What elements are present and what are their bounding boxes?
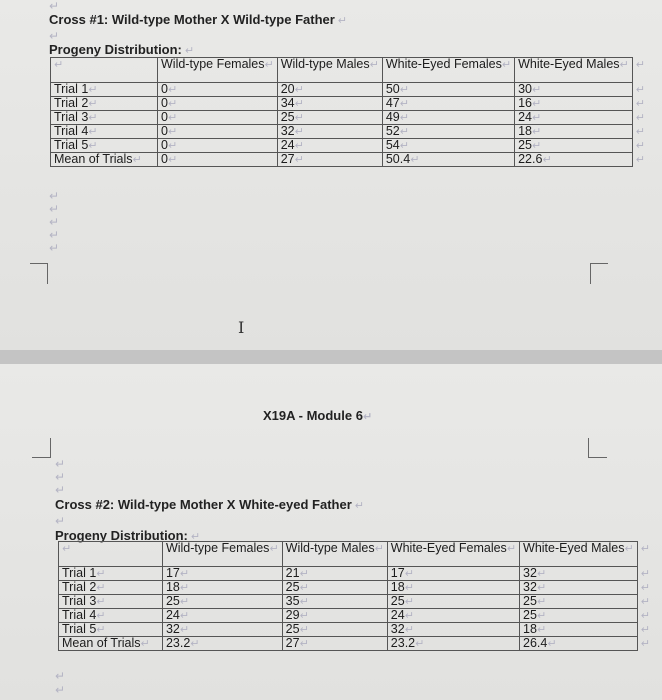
header-cell[interactable] bbox=[282, 542, 387, 567]
paragraph-mark: ↵ bbox=[49, 215, 60, 229]
table-corner-cell[interactable] bbox=[51, 58, 158, 83]
cell-mark: ↵ bbox=[179, 582, 190, 594]
cell-mark: ↵ bbox=[294, 98, 304, 110]
row-end-mark: ↵ bbox=[635, 125, 645, 138]
row-end-mark: ↵ bbox=[635, 153, 645, 166]
paragraph-mark: ↵ bbox=[49, 202, 60, 216]
row-end-mark: ↵ bbox=[640, 542, 650, 555]
cell-mark: ↵ bbox=[96, 596, 106, 608]
value-cell[interactable]: 17↵ bbox=[162, 567, 282, 581]
cell-mark: ↵ bbox=[404, 610, 414, 622]
value-cell[interactable]: 23.2↵ bbox=[162, 637, 282, 651]
table-row bbox=[51, 97, 660, 111]
table-row bbox=[59, 637, 662, 651]
header-cell[interactable] bbox=[520, 542, 638, 567]
cell-mark: ↵ bbox=[369, 59, 379, 71]
cross1-progeny-label[interactable] bbox=[49, 42, 194, 57]
cell-mark: ↵ bbox=[532, 98, 542, 110]
value-cell[interactable]: 27↵ bbox=[277, 153, 382, 167]
cell-mark: ↵ bbox=[501, 59, 512, 71]
value-cell[interactable]: 24↵ bbox=[515, 111, 633, 125]
cell-mark: ↵ bbox=[88, 126, 98, 138]
value-cell[interactable]: 25↵ bbox=[282, 623, 387, 637]
cell-mark: ↵ bbox=[179, 610, 190, 622]
paragraph-mark: ↵ bbox=[55, 683, 66, 697]
value-cell[interactable]: 27↵ bbox=[282, 637, 387, 651]
cell-mark: ↵ bbox=[167, 154, 178, 166]
value-cell[interactable]: 26.4↵ bbox=[520, 637, 638, 651]
cell-mark: ↵ bbox=[294, 84, 304, 96]
crop-mark bbox=[588, 438, 607, 458]
value-cell[interactable]: 0↵ bbox=[158, 125, 278, 139]
cell-mark: ↵ bbox=[404, 624, 414, 636]
cell-mark: ↵ bbox=[96, 610, 106, 622]
paragraph-mark: ↵ bbox=[362, 411, 373, 423]
header-text: Wild-type Females bbox=[165, 541, 270, 555]
value-cell[interactable]: 16↵ bbox=[515, 97, 633, 111]
value-cell[interactable]: 25↵ bbox=[282, 581, 387, 595]
cell-mark: ↵ bbox=[294, 154, 304, 166]
table-row bbox=[59, 581, 662, 595]
table-row bbox=[51, 125, 660, 139]
page-gap bbox=[0, 350, 662, 364]
cell-mark: ↵ bbox=[399, 112, 409, 124]
crop-mark bbox=[590, 263, 608, 284]
value-cell[interactable]: 18↵ bbox=[387, 581, 519, 595]
cell-mark: ↵ bbox=[404, 582, 414, 594]
value-cell[interactable]: 24↵ bbox=[387, 609, 519, 623]
value-cell[interactable]: 24↵ bbox=[277, 139, 382, 153]
header-text: Wild-type Males bbox=[285, 541, 375, 555]
cell-mark: ↵ bbox=[506, 543, 517, 555]
paragraph-mark: ↵ bbox=[49, 189, 60, 203]
paragraph-mark: ↵ bbox=[55, 483, 66, 497]
cross1-table[interactable] bbox=[50, 57, 660, 167]
value-cell[interactable]: 35↵ bbox=[282, 595, 387, 609]
cell-mark: ↵ bbox=[532, 126, 542, 138]
value-cell[interactable]: 18↵ bbox=[520, 623, 638, 637]
row-end-mark: ↵ bbox=[640, 609, 650, 622]
row-label-cell[interactable]: Trial 3↵ bbox=[51, 111, 158, 125]
cell-mark: ↵ bbox=[88, 112, 98, 124]
row-end-mark: ↵ bbox=[640, 623, 650, 636]
paragraph-mark: ↵ bbox=[49, 0, 60, 13]
paragraph-mark: ↵ bbox=[55, 470, 66, 484]
cell-mark: ↵ bbox=[167, 126, 178, 138]
cell-mark: ↵ bbox=[96, 624, 106, 636]
cell-mark: ↵ bbox=[96, 568, 106, 580]
cell-mark: ↵ bbox=[299, 624, 309, 636]
cross2-progeny-label-text: Progeny Distribution: bbox=[55, 528, 188, 543]
document-page-2 bbox=[0, 364, 662, 700]
cell-mark: ↵ bbox=[374, 543, 384, 555]
cell-mark: ↵ bbox=[132, 154, 142, 166]
table-corner-cell[interactable] bbox=[59, 542, 163, 567]
value-cell[interactable]: 25↵ bbox=[520, 609, 638, 623]
cell-mark: ↵ bbox=[542, 154, 552, 166]
value-cell[interactable]: 20↵ bbox=[277, 83, 382, 97]
table-row bbox=[59, 609, 662, 623]
paragraph-mark: ↵ bbox=[354, 500, 364, 512]
cell-mark: ↵ bbox=[536, 610, 547, 622]
cell-mark: ↵ bbox=[299, 638, 309, 650]
cell-mark: ↵ bbox=[179, 568, 190, 580]
cross2-title-text: Cross #2: Wild-type Mother X White-eyed Father bbox=[55, 497, 352, 512]
cell-mark: ↵ bbox=[62, 543, 72, 555]
value-cell[interactable]: 25↵ bbox=[387, 595, 519, 609]
value-cell[interactable]: 34↵ bbox=[277, 97, 382, 111]
header-text: Wild-type Females bbox=[161, 57, 265, 71]
cell-mark: ↵ bbox=[399, 98, 409, 110]
cell-mark: ↵ bbox=[88, 84, 98, 96]
row-label-cell[interactable]: Trial 4↵ bbox=[51, 125, 158, 139]
cell-mark: ↵ bbox=[179, 624, 190, 636]
paragraph-mark: ↵ bbox=[190, 531, 201, 543]
cell-mark: ↵ bbox=[96, 582, 106, 594]
value-cell[interactable]: 32↵ bbox=[277, 125, 382, 139]
cell-mark: ↵ bbox=[399, 84, 409, 96]
cell-mark: ↵ bbox=[140, 638, 150, 650]
table-row bbox=[59, 567, 662, 581]
cross2-table[interactable] bbox=[58, 541, 662, 651]
value-cell[interactable]: 22.6↵ bbox=[515, 153, 633, 167]
value-cell[interactable]: 25↵ bbox=[515, 139, 633, 153]
value-cell[interactable]: 52↵ bbox=[382, 125, 514, 139]
cross1-progeny-label-text: Progeny Distribution: bbox=[49, 42, 182, 57]
value-cell[interactable]: 32↵ bbox=[520, 567, 638, 581]
cross1-title[interactable] bbox=[49, 12, 347, 27]
table-header-row bbox=[59, 542, 662, 567]
value-cell[interactable]: 32↵ bbox=[387, 623, 519, 637]
row-label-cell[interactable]: Trial 2↵ bbox=[59, 581, 163, 595]
crop-mark bbox=[32, 438, 51, 458]
paragraph-mark: ↵ bbox=[55, 514, 66, 528]
cell-mark: ↵ bbox=[299, 568, 309, 580]
header-text: White-Eyed Females bbox=[390, 541, 507, 555]
header-cell[interactable] bbox=[158, 58, 278, 83]
cell-mark: ↵ bbox=[536, 624, 547, 636]
row-label-cell[interactable]: Trial 5↵ bbox=[51, 139, 158, 153]
value-cell[interactable]: 23.2↵ bbox=[387, 637, 519, 651]
value-cell[interactable]: 18↵ bbox=[515, 125, 633, 139]
value-cell[interactable]: 49↵ bbox=[382, 111, 514, 125]
row-label-cell[interactable]: Trial 1↵ bbox=[59, 567, 163, 581]
paragraph-mark: ↵ bbox=[184, 45, 195, 57]
cell-mark: ↵ bbox=[54, 59, 64, 71]
value-cell[interactable]: 0↵ bbox=[158, 83, 278, 97]
value-cell[interactable]: 50↵ bbox=[382, 83, 514, 97]
row-end-mark: ↵ bbox=[635, 97, 645, 110]
value-cell[interactable]: 0↵ bbox=[158, 139, 278, 153]
table-row bbox=[51, 111, 660, 125]
row-label-cell[interactable]: Trial 1↵ bbox=[51, 83, 158, 97]
cell-mark: ↵ bbox=[404, 596, 414, 608]
value-cell[interactable]: 30↵ bbox=[515, 83, 633, 97]
cell-mark: ↵ bbox=[269, 543, 279, 555]
cell-mark: ↵ bbox=[167, 98, 178, 110]
row-end-mark: ↵ bbox=[640, 637, 650, 650]
paragraph-mark: ↵ bbox=[337, 15, 348, 27]
cell-mark: ↵ bbox=[299, 610, 309, 622]
value-cell[interactable]: 24↵ bbox=[162, 609, 282, 623]
crop-mark bbox=[30, 263, 48, 284]
cell-mark: ↵ bbox=[532, 112, 542, 124]
paragraph-mark: ↵ bbox=[49, 29, 60, 43]
value-cell[interactable]: 18↵ bbox=[162, 581, 282, 595]
value-cell[interactable]: 47↵ bbox=[382, 97, 514, 111]
cell-mark: ↵ bbox=[299, 582, 309, 594]
paragraph-mark: ↵ bbox=[49, 228, 60, 242]
header-cell[interactable] bbox=[277, 58, 382, 83]
cell-mark: ↵ bbox=[404, 568, 414, 580]
value-cell[interactable]: 25↵ bbox=[162, 595, 282, 609]
cell-mark: ↵ bbox=[547, 638, 557, 650]
cell-mark: ↵ bbox=[532, 140, 542, 152]
cell-mark: ↵ bbox=[532, 84, 542, 96]
header-text: White-Eyed Females bbox=[385, 57, 502, 71]
value-cell[interactable]: 32↵ bbox=[520, 581, 638, 595]
header-text: White-Eyed Males bbox=[523, 541, 625, 555]
cell-mark: ↵ bbox=[536, 568, 547, 580]
cell-mark: ↵ bbox=[415, 638, 425, 650]
page-header[interactable] bbox=[263, 408, 372, 423]
cell-mark: ↵ bbox=[536, 596, 547, 608]
row-label-cell[interactable]: Trial 3↵ bbox=[59, 595, 163, 609]
row-label-cell[interactable]: Mean of Trials↵ bbox=[59, 637, 163, 651]
text-cursor-icon: Ι bbox=[238, 318, 245, 337]
cell-mark: ↵ bbox=[536, 582, 547, 594]
row-end-mark: ↵ bbox=[640, 581, 650, 594]
cell-mark: ↵ bbox=[167, 84, 178, 96]
header-cell[interactable] bbox=[162, 542, 282, 567]
cell-mark: ↵ bbox=[190, 638, 200, 650]
cell-mark: ↵ bbox=[179, 596, 190, 608]
header-cell[interactable] bbox=[387, 542, 519, 567]
page-header-text: X19A - Module 6 bbox=[263, 408, 363, 423]
row-end-mark: ↵ bbox=[635, 83, 645, 96]
cell-mark: ↵ bbox=[88, 140, 98, 152]
cell-mark: ↵ bbox=[294, 140, 304, 152]
cell-mark: ↵ bbox=[619, 59, 629, 71]
table-row bbox=[59, 595, 662, 609]
table-row bbox=[51, 139, 660, 153]
value-cell[interactable]: 25↵ bbox=[520, 595, 638, 609]
paragraph-mark: ↵ bbox=[55, 457, 66, 471]
cell-mark: ↵ bbox=[167, 112, 178, 124]
cell-mark: ↵ bbox=[624, 543, 634, 555]
value-cell[interactable]: 54↵ bbox=[382, 139, 514, 153]
cell-mark: ↵ bbox=[299, 596, 309, 608]
paragraph-mark: ↵ bbox=[55, 669, 66, 683]
cell-mark: ↵ bbox=[88, 98, 98, 110]
row-end-mark: ↵ bbox=[635, 139, 645, 152]
value-cell[interactable]: 0↵ bbox=[158, 97, 278, 111]
cross1-title-text: Cross #1: Wild-type Mother X Wild-type Father bbox=[49, 12, 335, 27]
row-end-mark: ↵ bbox=[635, 58, 645, 71]
value-cell[interactable]: 17↵ bbox=[387, 567, 519, 581]
header-text: Wild-type Males bbox=[280, 57, 370, 71]
cell-mark: ↵ bbox=[167, 140, 178, 152]
value-cell[interactable]: 32↵ bbox=[162, 623, 282, 637]
row-label-cell[interactable]: Trial 2↵ bbox=[51, 97, 158, 111]
value-cell[interactable]: 29↵ bbox=[282, 609, 387, 623]
cell-mark: ↵ bbox=[410, 154, 420, 166]
row-label-cell[interactable]: Mean of Trials↵ bbox=[51, 153, 158, 167]
value-cell[interactable]: 0↵ bbox=[158, 111, 278, 125]
cell-mark: ↵ bbox=[294, 112, 304, 124]
table-row bbox=[51, 153, 660, 167]
header-text: White-Eyed Males bbox=[518, 57, 620, 71]
value-cell[interactable]: 21↵ bbox=[282, 567, 387, 581]
cross2-title[interactable] bbox=[55, 497, 364, 512]
row-end-mark: ↵ bbox=[640, 595, 650, 608]
table-row bbox=[59, 623, 662, 637]
header-cell[interactable] bbox=[515, 58, 633, 83]
cell-mark: ↵ bbox=[294, 126, 304, 138]
row-label-cell[interactable]: Trial 4↵ bbox=[59, 609, 163, 623]
cell-mark: ↵ bbox=[264, 59, 274, 71]
table-row bbox=[51, 83, 660, 97]
value-cell[interactable]: 25↵ bbox=[277, 111, 382, 125]
value-cell[interactable]: 0↵ bbox=[158, 153, 278, 167]
header-cell[interactable] bbox=[382, 58, 514, 83]
cell-mark: ↵ bbox=[399, 140, 409, 152]
paragraph-mark: ↵ bbox=[49, 241, 60, 255]
row-end-mark: ↵ bbox=[640, 567, 650, 580]
row-label-cell[interactable]: Trial 5↵ bbox=[59, 623, 163, 637]
row-end-mark: ↵ bbox=[635, 111, 645, 124]
table-header-row bbox=[51, 58, 660, 83]
value-cell[interactable]: 50.4↵ bbox=[382, 153, 514, 167]
cell-mark: ↵ bbox=[399, 126, 409, 138]
